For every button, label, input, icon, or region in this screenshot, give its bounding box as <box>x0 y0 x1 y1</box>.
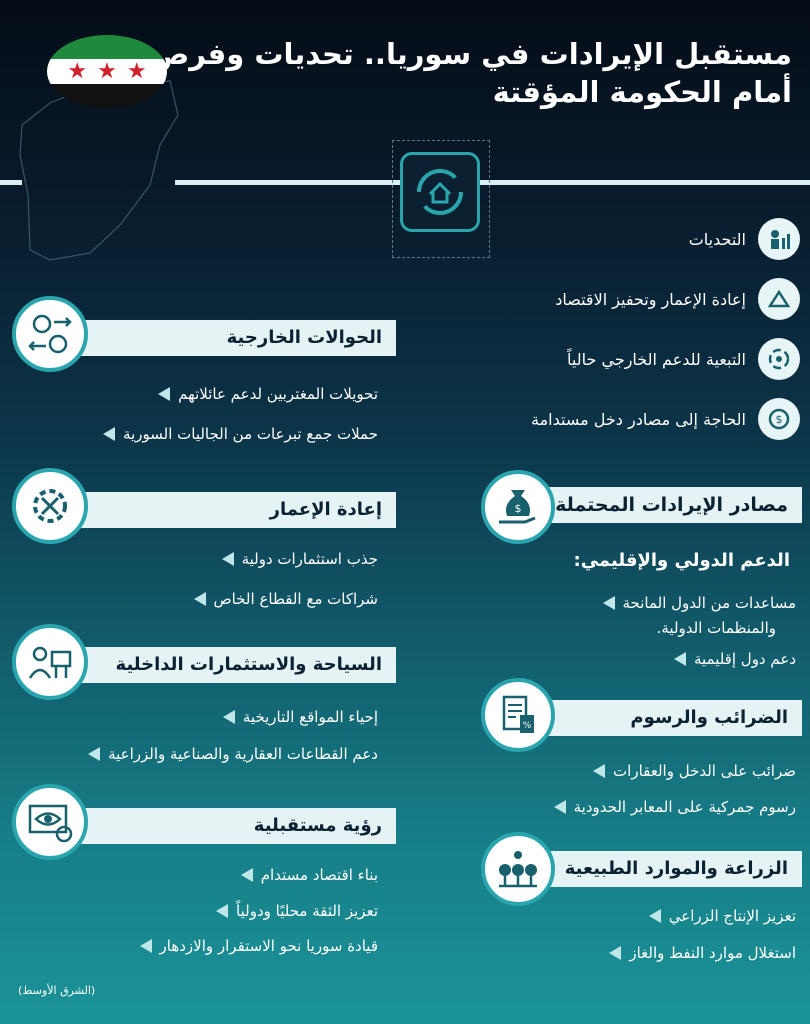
challenges-heading-row <box>531 218 800 260</box>
trees-sun-icon <box>481 832 555 906</box>
section-bar-remittances: الحوالات الخارجية <box>70 320 396 356</box>
tools-gear-icon <box>12 468 88 544</box>
bullet-arrow-icon <box>223 710 235 724</box>
item-text: إحياء المواقع التاريخية <box>242 708 378 726</box>
item-text: شراكات مع القطاع الخاص <box>213 590 378 608</box>
bullet-arrow-icon <box>88 747 100 761</box>
challenge-label: الحاجة إلى مصادر دخل مستدامة <box>531 409 746 429</box>
bullet-arrow-icon <box>649 909 661 923</box>
list-item <box>194 590 378 608</box>
money-transfer-icon <box>12 296 88 372</box>
money-bag-hand-icon <box>481 470 555 544</box>
item-text: دعم القطاعات العقارية والصناعية والزراعية <box>108 745 378 763</box>
list-item <box>593 762 796 780</box>
list-item <box>158 385 378 403</box>
svg-text:$: $ <box>514 502 522 515</box>
bullet-arrow-icon <box>103 427 115 441</box>
list-item <box>649 907 796 925</box>
item-text: تحويلات المغتربين لدعم عائلاتهم <box>178 385 378 403</box>
section-bar-tourism: السياحة والاستثمارات الداخلية <box>70 647 396 683</box>
item-text: رسوم جمركية على المعابر الحدودية <box>573 798 796 816</box>
vision-eye-icon <box>12 784 88 860</box>
dependency-icon <box>758 338 800 380</box>
list-item <box>223 708 378 726</box>
bullet-arrow-icon <box>222 552 234 566</box>
challenges-heading: التحديات <box>688 229 746 249</box>
challenge-item <box>531 278 800 320</box>
bullet-arrow-icon <box>593 764 605 778</box>
bullet-arrow-icon <box>140 939 152 953</box>
star-icon: ★ <box>126 58 147 84</box>
item-text: جذب استثمارات دولية <box>241 550 378 568</box>
bullet-arrow-icon <box>674 652 686 666</box>
challenge-label: التبعية للدعم الخارجي حالياً <box>567 349 746 369</box>
item-text: استغلال موارد النفط والغاز <box>629 944 796 962</box>
rebuild-icon <box>758 278 800 320</box>
list-item <box>241 866 378 884</box>
list-item <box>603 594 797 612</box>
section-bar-reconstruction: إعادة الإعمار <box>70 492 396 528</box>
challenge-item <box>531 398 800 440</box>
source-credit: (الشرق الأوسط) <box>18 984 96 997</box>
list-item <box>222 550 378 568</box>
title-line-1: مستقبل الإيرادات في سوريا.. تحديات وفرص <box>150 37 792 71</box>
syrian-flag-circle <box>47 35 167 108</box>
item-text: دعم دول إقليمية <box>693 650 796 668</box>
bullet-arrow-icon <box>216 904 228 918</box>
item-text: حملات جمع تبرعات من الجاليات السورية <box>123 425 378 443</box>
page-title <box>150 36 792 111</box>
tax-document-icon <box>481 678 555 752</box>
section-bar-future-vision: رؤية مستقبلية <box>70 808 396 844</box>
section-bar-agriculture: الزراعة والموارد الطبيعية <box>520 851 802 887</box>
bullet-arrow-icon <box>194 592 206 606</box>
challenges-list <box>531 218 800 440</box>
bullet-arrow-icon <box>609 946 621 960</box>
item-text: ضرائب على الدخل والعقارات <box>613 762 796 780</box>
list-item <box>88 745 378 763</box>
coin-target-icon <box>758 398 800 440</box>
list-item <box>674 650 796 668</box>
svg-text:%: % <box>522 721 532 731</box>
item-text: قيادة سوريا نحو الاستقرار والازدهار <box>159 937 378 955</box>
bullet-arrow-icon <box>554 800 566 814</box>
title-line-2: أمام الحكومة المؤقتة <box>492 74 792 109</box>
list-item <box>554 798 796 816</box>
house-cycle-icon <box>400 152 480 232</box>
bullet-arrow-icon <box>241 868 253 882</box>
tourism-people-icon <box>12 624 88 700</box>
list-item <box>103 425 378 443</box>
divider-line-right <box>175 180 810 185</box>
challenge-label: إعادة الإعمار وتحفيز الاقتصاد <box>555 289 746 309</box>
item-text: بناء اقتصاد مستدام <box>260 866 378 884</box>
challenge-people-icon <box>758 218 800 260</box>
divider-line-left <box>0 180 22 185</box>
bullet-arrow-icon <box>158 387 170 401</box>
star-icon: ★ <box>67 58 88 84</box>
challenge-item <box>531 338 800 380</box>
list-item <box>609 944 796 962</box>
section-bar-taxes: الضرائب والرسوم <box>520 700 802 736</box>
bullet-arrow-icon <box>603 596 615 610</box>
star-icon: ★ <box>97 58 117 84</box>
subheading-support: الدعم الدولي والإقليمي: <box>573 550 790 571</box>
list-item <box>140 937 379 955</box>
item-text: مساعدات من الدول المانحة <box>622 594 796 612</box>
item-text-continuation: والمنظمات الدولية. <box>656 619 776 637</box>
svg-text:$: $ <box>775 413 783 426</box>
list-item <box>216 902 378 920</box>
item-text: تعزيز الثقة محليًا ودولياً <box>236 902 378 920</box>
item-text: تعزيز الإنتاج الزراعي <box>668 907 796 925</box>
section-bar-revenue-sources: مصادر الإيرادات المحتملة <box>520 487 802 523</box>
